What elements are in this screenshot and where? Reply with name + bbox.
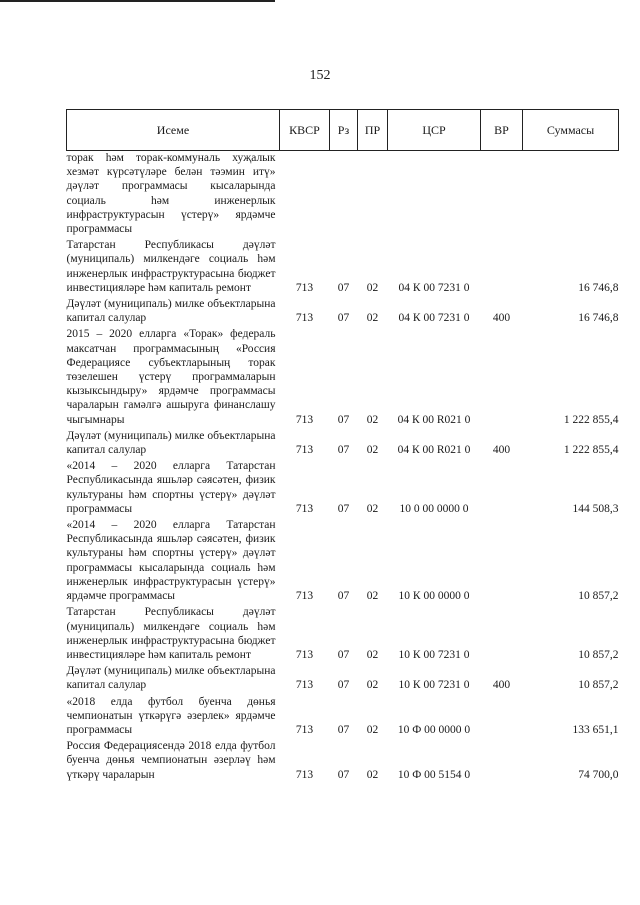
cell-rz: 07 xyxy=(337,590,350,603)
cell-kvsr: 713 xyxy=(295,723,314,736)
cell-name: «2018 елда футбол буенча дөнья чемпионатын үткәрүгә әзерлек» ярдәмче программасы xyxy=(66,695,276,736)
table-row xyxy=(67,238,619,297)
cell-vr xyxy=(481,518,523,605)
cell-kvsr: 713 xyxy=(295,312,314,325)
cell-vr: 400 xyxy=(492,679,511,692)
cell-sum: 10 857,2 xyxy=(578,590,619,603)
cell-csr: 04 К 00 7231 0 xyxy=(398,312,470,325)
cell-sum: 1 222 855,4 xyxy=(563,444,619,457)
cell-kvsr: 713 xyxy=(295,768,314,781)
cell-name: 2015 – 2020 елларга «Торак» федераль максатчан программасының «Россия Федерациясе субъектларының торак төзелешен үстерү программаларын кызыксындыру» ярдәмче программасы чараларын гамәлгә ашыруга финанслашу чыгымнары xyxy=(66,328,276,426)
cell-vr: 400 xyxy=(492,312,511,325)
cell-rz: 07 xyxy=(337,768,350,781)
col-header-kvsr: КВСР xyxy=(280,110,330,151)
cell-rz: 07 xyxy=(337,281,350,294)
page-number: 152 xyxy=(309,68,331,83)
col-header-pr: ПР xyxy=(358,110,388,151)
cell-vr xyxy=(481,605,523,664)
cell-csr: 10 К 00 7231 0 xyxy=(398,648,470,661)
table-row xyxy=(67,518,619,605)
cell-vr xyxy=(481,327,523,428)
cell-pr xyxy=(358,151,388,239)
table-row xyxy=(67,664,619,694)
table-row xyxy=(67,695,619,740)
table-body xyxy=(67,151,619,784)
cell-name: Дәүләт (муниципаль) милке объектларына капитал салулар xyxy=(66,298,276,325)
cell-kvsr xyxy=(280,151,330,239)
cell-kvsr: 713 xyxy=(295,502,314,515)
cell-pr: 02 xyxy=(366,312,379,325)
cell-csr: 10 0 00 0000 0 xyxy=(399,502,469,515)
cell-pr: 02 xyxy=(366,768,379,781)
cell-rz: 07 xyxy=(337,648,350,661)
table-row xyxy=(67,605,619,664)
table-row xyxy=(67,459,619,518)
cell-kvsr: 713 xyxy=(295,590,314,603)
cell-vr xyxy=(481,695,523,740)
table-header-row xyxy=(67,110,619,151)
cell-name: Дәүләт (муниципаль) милке объектларына капитал салулар xyxy=(66,429,276,457)
budget-table xyxy=(66,109,619,784)
col-header-csr: ЦСР xyxy=(388,110,481,151)
cell-rz: 07 xyxy=(337,444,350,457)
cell-sum: 133 651,1 xyxy=(572,723,619,736)
cell-pr: 02 xyxy=(366,590,379,603)
cell-name: «2014 – 2020 елларга Татарстан Республикасында яшьләр сәясәтен, физик культураны һәм спортны үстерү» дәүләт программасы xyxy=(66,460,276,515)
cell-csr xyxy=(388,151,481,239)
cell-vr xyxy=(481,459,523,518)
cell-csr: 10 Ф 00 0000 0 xyxy=(397,723,471,736)
cell-name: Татарстан Республикасы дәүләт (муниципаль) милкендәге социаль һәм инженерлык инфраструктурасына бюджет инвестицияләре һәм капиталь ремонт xyxy=(66,239,276,294)
cell-vr xyxy=(481,238,523,297)
cell-kvsr: 713 xyxy=(295,281,314,294)
cell-pr: 02 xyxy=(366,413,379,426)
col-header-name: Исеме xyxy=(67,110,280,151)
top-rule xyxy=(0,0,275,2)
cell-rz: 07 xyxy=(337,413,350,426)
cell-pr: 02 xyxy=(366,444,379,457)
cell-sum xyxy=(523,151,619,239)
cell-vr: 400 xyxy=(492,444,511,457)
cell-csr: 10 К 00 7231 0 xyxy=(398,679,470,692)
cell-sum: 10 857,2 xyxy=(578,679,619,692)
cell-csr: 04 К 00 R021 0 xyxy=(397,444,471,457)
cell-pr: 02 xyxy=(366,281,379,294)
cell-sum: 16 746,8 xyxy=(578,312,619,325)
table-row xyxy=(67,739,619,784)
cell-csr: 10 К 00 0000 0 xyxy=(398,590,470,603)
cell-name: Дәүләт (муниципаль) милке объектларына капитал салулар xyxy=(66,665,276,692)
table-row xyxy=(67,327,619,428)
cell-pr: 02 xyxy=(366,723,379,736)
cell-kvsr: 713 xyxy=(295,679,314,692)
cell-vr xyxy=(481,151,523,239)
cell-kvsr: 713 xyxy=(295,413,314,426)
table-row xyxy=(67,151,619,239)
cell-rz: 07 xyxy=(337,312,350,325)
cell-csr: 04 К 00 R021 0 xyxy=(397,413,471,426)
col-header-vr: ВР xyxy=(481,110,523,151)
cell-sum: 16 746,8 xyxy=(578,281,619,294)
cell-name: Россия Федерациясендә 2018 елда футбол буенча дөнья чемпионатын әзерләү һәм үткәрү чараларын xyxy=(66,740,276,781)
cell-pr: 02 xyxy=(366,648,379,661)
cell-pr: 02 xyxy=(366,502,379,515)
col-header-rz: Рз xyxy=(330,110,358,151)
cell-csr: 04 К 00 7231 0 xyxy=(398,281,470,294)
cell-sum: 1 222 855,4 xyxy=(563,413,619,426)
cell-name: торак һәм торак-коммуналь хуҗалык хезмәт күрсәтүләре белән тәэмин итү» дәүләт программасы кысаларында социаль һәм инженерлык инфраструктурасын үстерү» ярдәмче программасы xyxy=(66,152,276,236)
cell-name: Татарстан Республикасы дәүләт (муниципаль) милкендәге социаль һәм инженерлык инфраструктурасына бюджет инвестицияләре һәм капиталь ремонт xyxy=(66,606,276,661)
cell-sum: 144 508,3 xyxy=(572,502,619,515)
table-row xyxy=(67,297,619,327)
col-header-sum: Суммасы xyxy=(523,110,619,151)
cell-kvsr: 713 xyxy=(295,444,314,457)
cell-rz xyxy=(330,151,358,239)
cell-sum: 74 700,0 xyxy=(578,768,619,781)
cell-name: «2014 – 2020 елларга Татарстан Республикасында яшьләр сәясәтен, физик культураны һәм спортны үстерү» дәүләт программасы кысаларында социаль һәм инженерлык инфраструктурасын үстерү» ярдәмче программасы xyxy=(66,519,276,603)
cell-pr: 02 xyxy=(366,679,379,692)
table-row xyxy=(67,429,619,459)
cell-csr: 10 Ф 00 5154 0 xyxy=(397,768,471,781)
cell-rz: 07 xyxy=(337,723,350,736)
cell-rz: 07 xyxy=(337,502,350,515)
cell-kvsr: 713 xyxy=(295,648,314,661)
cell-vr xyxy=(481,739,523,784)
cell-rz: 07 xyxy=(337,679,350,692)
cell-sum: 10 857,2 xyxy=(578,648,619,661)
